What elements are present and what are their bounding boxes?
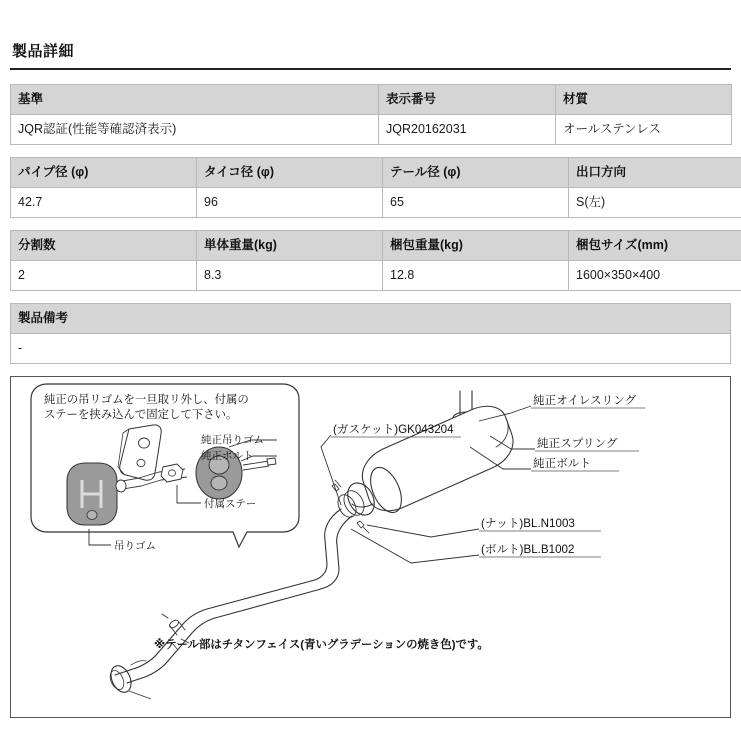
diagram-footnote: ※テール部はチタンフェイス(青いグラデーションの焼き色)です。 (154, 639, 489, 651)
cell-standard: JQR認証(性能等確認済表示) (11, 115, 379, 145)
cell-display-no: JQR20162031 (379, 115, 556, 145)
cell-package-weight: 12.8 (383, 261, 569, 291)
label-nut: (ナット)BL.N1003 (481, 517, 575, 530)
label-oem-bolt: 純正ボルト (201, 450, 254, 462)
callout-text-line1: 純正の吊リゴムを一旦取リ外し、付属の (44, 394, 249, 406)
table-header-row (11, 304, 731, 334)
label-included-stay: 付属ステー (204, 498, 257, 510)
column-header-exit-dir: 出口方向 (569, 158, 741, 188)
column-header-unit-weight: 単体重量(kg) (197, 231, 383, 261)
cell-remarks: - (11, 334, 731, 364)
column-header-package-size: 梱包サイズ(mm) (569, 231, 741, 261)
column-header-standard: 基準 (11, 85, 379, 115)
label-gasket: (ガスケット)GK043204 (333, 423, 454, 436)
title-divider (10, 68, 731, 70)
column-header-material: 材質 (556, 85, 732, 115)
cell-tail-dia: 65 (383, 188, 569, 218)
label-bolt-part: (ボルト)BL.B1002 (481, 543, 575, 556)
callout-text-line2: ステーを挟み込んで固定して下さい。 (44, 409, 238, 421)
table-row (11, 334, 731, 364)
column-header-remarks: 製品備考 (11, 304, 731, 334)
cell-material: オールステンレス (556, 115, 732, 145)
cell-unit-weight: 8.3 (197, 261, 383, 291)
label-spring: 純正スプリング (537, 437, 618, 450)
certification-table (10, 84, 732, 145)
label-hanger-rubber: 吊りゴム (114, 540, 156, 552)
label-oiles-ring: 純正オイレスリング (533, 394, 637, 407)
cell-drum-dia: 96 (197, 188, 383, 218)
weight-table (10, 230, 741, 291)
cell-split-count: 2 (11, 261, 197, 291)
cell-exit-dir: S(左) (569, 188, 741, 218)
cell-package-size: 1600×350×400 (569, 261, 741, 291)
table-header-row (11, 158, 741, 188)
table-row (11, 115, 732, 145)
exhaust-system-illustration (11, 377, 730, 717)
product-diagram (10, 376, 731, 718)
column-header-tail-dia: テール径 (φ) (383, 158, 569, 188)
tail-tip (107, 654, 168, 695)
column-header-drum-dia: タイコ径 (φ) (197, 158, 383, 188)
column-header-split-count: 分割数 (11, 231, 197, 261)
remarks-table (10, 303, 731, 364)
label-oem-hanger-rubber: 純正吊りゴム (201, 434, 264, 446)
table-row (11, 188, 741, 218)
label-bolt: 純正ボルト (533, 457, 591, 470)
table-header-row (11, 85, 732, 115)
dimensions-table (10, 157, 741, 218)
table-header-row (11, 231, 741, 261)
page-title: 製品詳細 (12, 43, 75, 60)
column-header-display-no: 表示番号 (379, 85, 556, 115)
column-header-package-weight: 梱包重量(kg) (383, 231, 569, 261)
cell-pipe-dia: 42.7 (11, 188, 197, 218)
installation-callout (31, 384, 299, 552)
column-header-pipe-dia: パイプ径 (φ) (11, 158, 197, 188)
table-row (11, 261, 741, 291)
